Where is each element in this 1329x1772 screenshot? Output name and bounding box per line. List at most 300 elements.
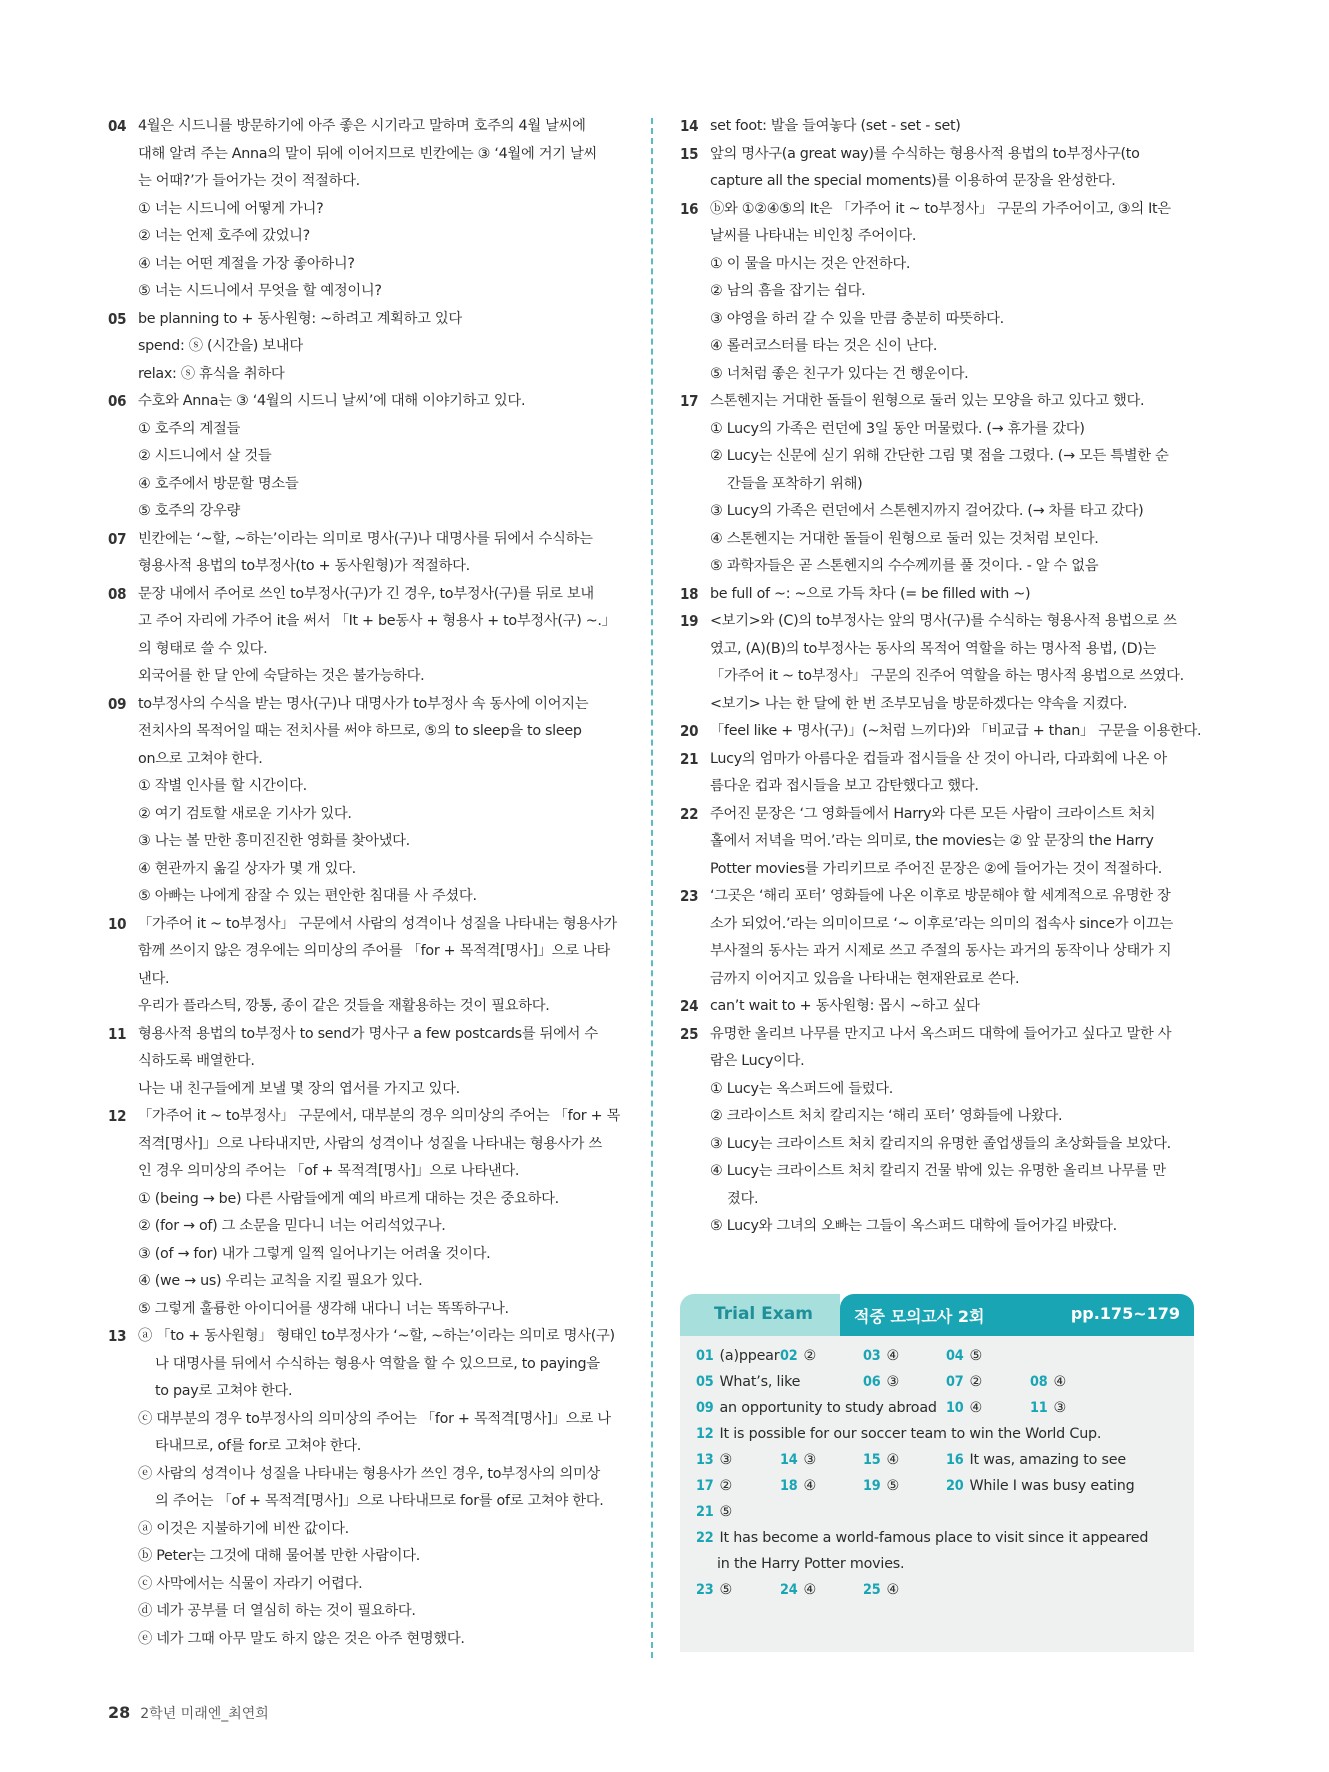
text-line: [680, 746, 1200, 774]
explanation-text: 낸다.: [138, 970, 170, 987]
text-line: [680, 223, 1200, 251]
question-number: 09: [108, 694, 127, 713]
question-number: 08: [108, 584, 127, 603]
explanation-text: 식하도록 배열한다.: [138, 1053, 255, 1069]
text-line: [680, 416, 1200, 444]
text-line: [108, 1048, 624, 1076]
text-line: [108, 113, 624, 141]
text-line: [108, 856, 624, 884]
explanation-text: 고 주어 자리에 가주어 it을 써서 「It + be동사 + 형용사 + to부정사(구) ~.」: [138, 613, 616, 629]
explanation-text: 「가주어 it ~ to부정사」 구문에서 사람의 성격이나 성질을 나타내는 형용사가: [138, 915, 617, 932]
text-line: [108, 938, 624, 966]
text-line: [680, 333, 1200, 361]
trial-exam-header: [680, 1294, 1194, 1336]
text-line: [108, 1461, 624, 1489]
answer-item: [717, 1556, 904, 1572]
explanation-text: ③ Lucy는 크라이스트 처치 칼리지의 유명한 졸업생들의 초상화들을 보았다.: [710, 1135, 1171, 1152]
explanation-text: ⑤ 너는 시드니에서 무엇을 할 예정이니?: [138, 283, 382, 299]
answer-item: [696, 1374, 800, 1390]
explanation-text: 적격[명사]」으로 나타내지만, 사람의 성격이나 성질을 나타내는 형용사가 쓰: [138, 1135, 602, 1152]
explanation-text: 의 형태로 쓸 수 있다.: [138, 640, 268, 657]
answer-text: ②: [719, 1478, 733, 1494]
explanation-text: be planning to + 동사원형: ~하려고 계획하고 있다: [138, 310, 462, 327]
explanation-text: ⑤ 아빠는 나에게 잠잘 수 있는 편안한 침대를 사 주셨다.: [138, 888, 477, 904]
trial-exam-answers: [680, 1336, 1194, 1652]
explanation-text: ⓒ 사막에서는 식물이 자라기 어렵다.: [138, 1575, 363, 1592]
answer-text: ④: [803, 1582, 817, 1598]
text-line: [108, 828, 624, 856]
text-line: [108, 746, 624, 774]
text-line: [108, 636, 624, 664]
explanation-text: ④ (we → us) 우리는 교칙을 지킬 필요가 있다.: [138, 1273, 423, 1289]
explanation-text: spend: ⓢ (시간을) 보내다: [138, 338, 303, 354]
text-line: [108, 168, 624, 196]
trial-exam-pages: pp.175~179: [1070, 1304, 1180, 1323]
explanation-text: ② 여기 검토할 새로운 기사가 있다.: [138, 805, 352, 822]
answer-text: ④: [803, 1478, 817, 1494]
text-line: [108, 883, 624, 911]
explanation-text: 「가주어 it ~ to부정사」 구문의 진주어 역할을 하는 명사적 용법으로 쓰였다.: [710, 668, 1184, 684]
explanation-text: ② 크라이스트 처치 칼리지는 ‘해리 포터’ 영화들에 나왔다.: [710, 1108, 1063, 1124]
answer-number: 22: [696, 1530, 714, 1546]
answer-number: 19: [863, 1478, 881, 1494]
question-number: 10: [108, 914, 127, 933]
explanation-text: 름다운 컵과 접시들을 보고 감탄했다고 했다.: [710, 778, 979, 794]
text-line: [108, 691, 624, 719]
question-number: 15: [680, 144, 699, 163]
answer-text: ④: [886, 1452, 900, 1468]
answer-number: 16: [946, 1452, 964, 1468]
trial-exam-title-bar: [840, 1294, 1194, 1336]
page-footer: [108, 1703, 269, 1723]
answer-text: ③: [886, 1374, 900, 1390]
text-line: [108, 1076, 624, 1104]
text-line: [680, 993, 1200, 1021]
explanation-text: 수호와 Anna는 ③ ‘4월의 시드니 날씨’에 대해 이야기하고 있다.: [138, 393, 526, 409]
text-line: [680, 1158, 1200, 1186]
explanation-text: ‘그곳은 ‘해리 포터’ 영화들에 나온 이후로 방문해야 할 세계적으로 유명한 장: [710, 888, 1171, 904]
text-line: [680, 388, 1200, 416]
explanation-text: ⓐ 「to + 동사원형」 형태인 to부정사가 ‘~할, ~하는’이라는 의미로 명사(구): [138, 1328, 615, 1344]
text-line: [108, 911, 624, 939]
text-line: [108, 663, 624, 691]
text-line: [108, 1516, 624, 1544]
explanation-text: ② (for → of) 그 소문을 믿다니 너는 어리석었구나.: [138, 1218, 446, 1234]
answer-text: ⑤: [719, 1504, 733, 1520]
answer-item: [696, 1504, 732, 1520]
answer-number: 01: [696, 1348, 714, 1364]
answer-number: 13: [696, 1452, 714, 1468]
text-line: [108, 801, 624, 829]
explanation-text: ④ 롤러코스터를 타는 것은 신이 난다.: [710, 338, 938, 354]
text-line: [108, 581, 624, 609]
explanation-text: 유명한 올리브 나무를 만지고 나서 옥스퍼드 대학에 들어가고 싶다고 말한 사: [710, 1025, 1172, 1042]
text-line: [680, 498, 1200, 526]
answer-item: [780, 1582, 816, 1598]
explanation-text: 문장 내에서 주어로 쓰인 to부정사(구)가 긴 경우, to부정사(구)를 뒤로 보내: [138, 585, 594, 602]
text-line: [680, 691, 1200, 719]
explanation-text: ② 남의 흠을 잡기는 쉽다.: [710, 283, 866, 299]
answer-number: 14: [780, 1452, 798, 1468]
text-line: [680, 636, 1200, 664]
text-line: [680, 553, 1200, 581]
text-line: [680, 361, 1200, 389]
answer-number: 09: [696, 1400, 714, 1416]
text-line: [680, 801, 1200, 829]
explanation-text: ⓑ Peter는 그것에 대해 물어볼 만한 사람이다.: [138, 1548, 421, 1564]
explanation-text: ② 너는 언제 호주에 갔었니?: [138, 228, 310, 244]
text-line: [680, 471, 1200, 499]
text-line: [108, 416, 624, 444]
text-line: [680, 663, 1200, 691]
explanation-text: ① Lucy의 가족은 런던에 3일 동안 머물렀다. (→ 휴가를 갔다): [710, 420, 1085, 437]
text-line: [108, 471, 624, 499]
answer-item: [780, 1348, 816, 1364]
explanation-text: ① 호주의 계절들: [138, 420, 241, 437]
question-number: 16: [680, 199, 699, 218]
explanation-text: ④ 호주에서 방문할 명소들: [138, 475, 299, 492]
answer-item: [696, 1400, 937, 1416]
explanation-text: 소가 되었어.’라는 의미이므로 ‘~ 이후로’라는 의미의 접속사 since가 이끄는: [710, 915, 1174, 932]
text-line: [108, 608, 624, 636]
answer-text: in the Harry Potter movies.: [717, 1556, 905, 1572]
question-number: 24: [680, 997, 699, 1015]
answer-text: It was, amazing to see: [969, 1452, 1127, 1468]
explanation-text: 였고, (A)(B)의 to부정사는 동사의 목적어 역할을 하는 명사적 용법, (D)는: [710, 640, 1157, 657]
text-line: [680, 251, 1200, 279]
text-line: [108, 306, 624, 334]
explanation-text: 의 주어는 「of + 목적격[명사]」으로 나타내므로 for를 of로 고쳐야 한다.: [155, 1493, 604, 1509]
text-line: [108, 1241, 624, 1269]
answer-item: [863, 1348, 899, 1364]
explanation-text: ⓐ 이것은 지불하기에 비싼 값이다.: [138, 1520, 349, 1537]
question-number: 17: [680, 392, 699, 410]
explanation-text: on으로 고쳐야 한다.: [138, 750, 263, 767]
text-line: [108, 1213, 624, 1241]
answer-item: [863, 1478, 899, 1494]
question-number: 14: [680, 117, 699, 135]
text-line: [680, 883, 1200, 911]
footer-text: 2학년 미래엔_최연희: [140, 1706, 269, 1722]
answer-number: 20: [946, 1478, 964, 1494]
answer-item: [946, 1478, 1134, 1494]
explanation-text: 4월은 시드니를 방문하기에 아주 좋은 시기라고 말하며 호주의 4월 날씨에: [138, 118, 586, 134]
answer-item: [1030, 1400, 1066, 1416]
text-line: [680, 1131, 1200, 1159]
text-line: [108, 278, 624, 306]
question-number: 12: [108, 1107, 127, 1125]
answer-item: [780, 1478, 816, 1494]
explanation-text: ⓔ 네가 그때 아무 말도 하지 않은 것은 아주 현명했다.: [138, 1630, 465, 1647]
trial-exam-tab-label: Trial Exam: [714, 1304, 813, 1324]
text-line: [108, 1571, 624, 1599]
answer-number: 10: [946, 1400, 964, 1416]
explanation-text: 인 경우 의미상의 주어는 「of + 목적격[명사]」으로 나타낸다.: [138, 1163, 520, 1179]
answer-number: 15: [863, 1452, 881, 1468]
column-divider: [651, 118, 653, 1658]
answer-number: 17: [696, 1478, 714, 1494]
answer-number: 06: [863, 1374, 881, 1390]
text-line: [680, 608, 1200, 636]
answer-number: 25: [863, 1582, 881, 1598]
question-number: 19: [680, 612, 699, 630]
explanation-text: ③ Lucy의 가족은 런던에서 스톤헨지까지 걸어갔다. (→ 차를 타고 갔다): [710, 503, 1144, 519]
answer-number: 24: [780, 1582, 798, 1598]
explanation-text: 나 대명사를 뒤에서 수식하는 형용사 역할을 할 수 있으므로, to paying을: [155, 1355, 600, 1372]
text-line: [680, 168, 1200, 196]
text-line: [680, 1021, 1200, 1049]
answer-item: [696, 1348, 779, 1364]
answer-item: [863, 1582, 899, 1598]
text-line: [108, 526, 624, 554]
text-line: [108, 773, 624, 801]
text-line: [680, 1076, 1200, 1104]
text-line: [108, 993, 624, 1021]
explanation-text: 주어진 문장은 ‘그 영화들에서 Harry와 다른 모든 사람이 크라이스트 처치: [710, 805, 1156, 822]
explanation-text: ⑤ 과학자들은 곧 스톤헨지의 수수께끼를 풀 것이다. - 알 수 없음: [710, 558, 1099, 574]
text-line: [680, 196, 1200, 224]
text-line: [680, 828, 1200, 856]
answer-number: 12: [696, 1426, 714, 1442]
text-line: [108, 553, 624, 581]
answer-item: [696, 1478, 732, 1494]
text-line: [680, 443, 1200, 471]
explanation-text: ③ 나는 볼 만한 흥미진진한 영화를 찾아냈다.: [138, 833, 410, 849]
explanation-text: 간들을 포착하기 위해): [727, 475, 863, 492]
text-line: [680, 1103, 1200, 1131]
explanation-text: ④ 너는 어떤 계절을 가장 좋아하니?: [138, 255, 355, 272]
explanation-text: ⑤ 너처럼 좋은 친구가 있다는 건 행운이다.: [710, 365, 969, 382]
text-line: [108, 1021, 624, 1049]
text-line: [108, 1626, 624, 1654]
explanation-text: ① 작별 인사를 할 시간이다.: [138, 778, 307, 794]
explanation-text: ① (being → be) 다른 사람들에게 예의 바르게 대하는 것은 중요하다.: [138, 1190, 559, 1207]
trial-exam-box: [680, 1294, 1194, 1652]
question-number: 21: [680, 749, 699, 768]
question-number: 04: [108, 117, 127, 135]
text-line: [108, 443, 624, 471]
explanation-text: 전치사의 목적어일 때는 전치사를 써야 하므로, ⑤의 to sleep을 to sleep: [138, 723, 582, 739]
question-number: 07: [108, 529, 127, 548]
text-line: [108, 1131, 624, 1159]
answer-item: [696, 1530, 1148, 1546]
answer-number: 04: [946, 1348, 964, 1364]
answer-number: 08: [1030, 1374, 1048, 1390]
text-line: [108, 1433, 624, 1461]
answer-text: ③: [803, 1452, 817, 1468]
explanation-text: relax: ⓢ 휴식을 취하다: [138, 365, 285, 382]
explanation-text: ① Lucy는 옥스퍼드에 들렀다.: [710, 1080, 893, 1097]
explanation-text: 「feel like + 명사(구)」(~처럼 느끼다)와 「비교급 + than」 구문을 이용한다.: [710, 723, 1202, 739]
text-line: [680, 938, 1200, 966]
text-line: [108, 498, 624, 526]
answer-item: [863, 1452, 899, 1468]
explanation-text: 「가주어 it ~ to부정사」 구문에서, 대부분의 경우 의미상의 주어는 「for + 목: [138, 1108, 621, 1124]
explanation-text: capture all the special moments)를 이용하여 문장을 완성한다.: [710, 173, 1116, 189]
answer-item: [946, 1374, 982, 1390]
text-line: [108, 1488, 624, 1516]
explanation-text: ④ 스톤헨지는 거대한 돌들이 원형으로 둘러 있는 것처럼 보인다.: [710, 530, 1099, 547]
explanation-text: ③ 야영을 하러 갈 수 있을 만큼 충분히 따뜻하다.: [710, 310, 1004, 327]
text-line: [108, 1406, 624, 1434]
answer-text: What’s, like: [719, 1374, 801, 1390]
text-line: [680, 856, 1200, 884]
explanation-text: 형용사적 용법의 to부정사(to + 동사원형)가 적절하다.: [138, 558, 470, 574]
explanation-text: 스톤헨지는 거대한 돌들이 원형으로 둘러 있는 모양을 하고 있다고 했다.: [710, 393, 1145, 409]
explanation-text: 함께 쓰이지 않은 경우에는 의미상의 주어를 「for + 목적격[명사]」으로 나타: [138, 943, 610, 959]
trial-exam-tab: [680, 1294, 840, 1336]
answer-number: 21: [696, 1504, 714, 1520]
trial-exam-title: 적중 모의고사 2회: [854, 1307, 985, 1326]
answer-item: [696, 1426, 1101, 1442]
explanation-text: ⑤ 그렇게 훌륭한 아이디어를 생각해 내다니 너는 똑똑하구나.: [138, 1300, 509, 1317]
text-line: [108, 333, 624, 361]
text-line: [680, 581, 1200, 609]
text-line: [108, 1598, 624, 1626]
text-line: [680, 773, 1200, 801]
text-line: [108, 223, 624, 251]
question-number: 25: [680, 1024, 699, 1043]
question-number: 11: [108, 1024, 127, 1043]
explanation-text: to pay로 고쳐야 한다.: [155, 1383, 293, 1399]
answer-number: 23: [696, 1582, 714, 1598]
answer-item: [696, 1582, 732, 1598]
answer-item: [946, 1400, 982, 1416]
answer-text: It is possible for our soccer team to win the World Cup.: [719, 1426, 1102, 1442]
question-number: 22: [680, 804, 699, 823]
explanation-text: 앞의 명사구(a great way)를 수식하는 형용사적 용법의 to부정사구(to: [710, 145, 1140, 162]
explanation-text: 대해 알려 주는 Anna의 말이 뒤에 이어지므로 빈칸에는 ③ ‘4월에 거기 날씨: [138, 145, 597, 162]
answer-text: While I was busy eating: [969, 1478, 1135, 1494]
text-line: [680, 278, 1200, 306]
answer-item: [780, 1452, 816, 1468]
answer-item: [1030, 1374, 1066, 1390]
question-number: 23: [680, 887, 699, 905]
answer-text: ②: [969, 1374, 983, 1390]
answer-item: [946, 1348, 982, 1364]
text-line: [108, 388, 624, 416]
text-line: [108, 1103, 624, 1131]
explanation-text: 타내므로, of를 for로 고쳐야 한다.: [155, 1438, 362, 1454]
text-line: [680, 1186, 1200, 1214]
answer-text: ③: [1053, 1400, 1067, 1416]
question-number: 05: [108, 309, 127, 328]
answer-number: 02: [780, 1348, 798, 1364]
explanation-text: 우리가 플라스틱, 깡통, 종이 같은 것들을 재활용하는 것이 필요하다.: [138, 998, 550, 1014]
explanation-text: ② 시드니에서 살 것들: [138, 448, 272, 464]
explanation-text: 형용사적 용법의 to부정사 to send가 명사구 a few postcards를 뒤에서 수: [138, 1025, 598, 1042]
answer-text: ⑤: [886, 1478, 900, 1494]
explanation-text: Lucy의 엄마가 아름다운 컵들과 접시들을 산 것이 아니라, 다과회에 나온 아: [710, 750, 1167, 767]
explanation-text: 날씨를 나타내는 비인칭 주어이다.: [710, 228, 917, 244]
answer-item: [696, 1452, 732, 1468]
explanation-text: 외국어를 한 달 안에 숙달하는 것은 불가능하다.: [138, 668, 425, 684]
answer-item: [863, 1374, 899, 1390]
answer-text: It has become a world-famous place to visit since it appeared: [719, 1530, 1149, 1546]
text-line: [680, 113, 1200, 141]
text-line: [680, 718, 1200, 746]
explanation-text: ⓑ와 ①②④⑤의 It은 「가주어 it ~ to부정사」 구문의 가주어이고, ③의 It은: [710, 200, 1171, 217]
answer-number: 05: [696, 1374, 714, 1390]
explanation-text: ⓓ 네가 공부를 더 열심히 하는 것이 필요하다.: [138, 1603, 416, 1619]
text-line: [108, 1543, 624, 1571]
explanation-text: 금까지 이어지고 있음을 나타내는 현재완료로 쓴다.: [710, 970, 1020, 987]
explanation-text: 졌다.: [727, 1190, 759, 1207]
text-line: [680, 526, 1200, 554]
explanation-text: be full of ~: ~으로 가득 차다 (= be filled with ~): [710, 585, 1031, 602]
text-line: [108, 1378, 624, 1406]
answer-number: 03: [863, 1348, 881, 1364]
question-number: 18: [680, 584, 699, 603]
explanation-text: 람은 Lucy이다.: [710, 1053, 805, 1069]
explanation-text: ② Lucy는 신문에 싣기 위해 간단한 그림 몇 점을 그렸다. (→ 모든 특별한 순: [710, 448, 1169, 464]
explanation-text: can’t wait to + 동사원형: 몹시 ~하고 싶다: [710, 998, 980, 1014]
text-line: [680, 966, 1200, 994]
explanation-text: ① 이 물을 마시는 것은 안전하다.: [710, 255, 911, 272]
answer-number: 11: [1030, 1400, 1048, 1416]
answer-text: ④: [886, 1348, 900, 1364]
text-line: [108, 196, 624, 224]
answer-text: ④: [886, 1582, 900, 1598]
explanation-text: 나는 내 친구들에게 보낼 몇 장의 엽서를 가지고 있다.: [138, 1080, 460, 1097]
text-line: [108, 718, 624, 746]
explanation-text: ⓔ 사람의 성격이나 성질을 나타내는 형용사가 쓰인 경우, to부정사의 의미상: [138, 1465, 601, 1482]
explanation-text: to부정사의 수식을 받는 명사(구)나 대명사가 to부정사 속 동사에 이어지는: [138, 695, 589, 712]
explanation-text: ① 너는 시드니에 어떻게 가니?: [138, 200, 324, 217]
question-number: 20: [680, 722, 699, 740]
text-line: [108, 966, 624, 994]
text-line: [108, 1323, 624, 1351]
right-column: [680, 113, 1200, 1241]
text-line: [680, 1213, 1200, 1241]
answer-text: ④: [1053, 1374, 1067, 1390]
explanation-text: ③ (of → for) 내가 그렇게 일찍 일어나기는 어려울 것이다.: [138, 1245, 491, 1262]
explanation-text: set foot: 발을 들여놓다 (set - set - set): [710, 118, 961, 134]
explanation-text: 부사절의 동사는 과거 시제로 쓰고 주절의 동사는 과거의 동작이나 상태가 지: [710, 943, 1172, 959]
explanation-text: 홀에서 저녁을 먹어.’라는 의미로, the movies는 ② 앞 문장의 the Harry: [710, 833, 1154, 849]
answer-number: 07: [946, 1374, 964, 1390]
explanation-text: ④ Lucy는 크라이스트 처치 칼리지 건물 밖에 있는 유명한 올리브 나무를 만: [710, 1163, 1166, 1179]
answer-text: ③: [719, 1452, 733, 1468]
explanation-text: ⓒ 대부분의 경우 to부정사의 의미상의 주어는 「for + 목적격[명사]」으로 나: [138, 1410, 611, 1427]
answer-number: 18: [780, 1478, 798, 1494]
explanation-text: ⑤ 호주의 강우량: [138, 503, 241, 519]
question-number: 13: [108, 1327, 127, 1345]
text-line: [680, 306, 1200, 334]
text-line: [680, 911, 1200, 939]
answer-text: an opportunity to study abroad: [719, 1400, 937, 1416]
answer-text: ⑤: [719, 1582, 733, 1598]
page-number: 28: [108, 1703, 131, 1722]
answer-text: (a)ppear: [719, 1348, 780, 1364]
explanation-text: 빈칸에는 ‘~할, ~하는’이라는 의미로 명사(구)나 대명사를 뒤에서 수식하는: [138, 530, 593, 547]
text-line: [108, 1268, 624, 1296]
explanation-text: Potter movies를 가리키므로 주어진 문장은 ②에 들어가는 것이 적절하다.: [710, 860, 1162, 877]
text-line: [108, 1296, 624, 1324]
explanation-text: 는 어때?’가 들어가는 것이 적절하다.: [138, 173, 360, 189]
answer-text: ④: [969, 1400, 983, 1416]
explanation-text: <보기> 나는 한 달에 한 번 조부모님을 방문하겠다는 약속을 지켰다.: [710, 695, 1128, 712]
text-line: [108, 141, 624, 169]
left-column: [108, 113, 624, 1653]
text-line: [680, 1048, 1200, 1076]
text-line: [108, 1186, 624, 1214]
text-line: [108, 361, 624, 389]
answer-text: ⑤: [969, 1348, 983, 1364]
explanation-text: ④ 현관까지 옮길 상자가 몇 개 있다.: [138, 860, 356, 877]
answer-item: [946, 1452, 1126, 1468]
text-line: [680, 141, 1200, 169]
